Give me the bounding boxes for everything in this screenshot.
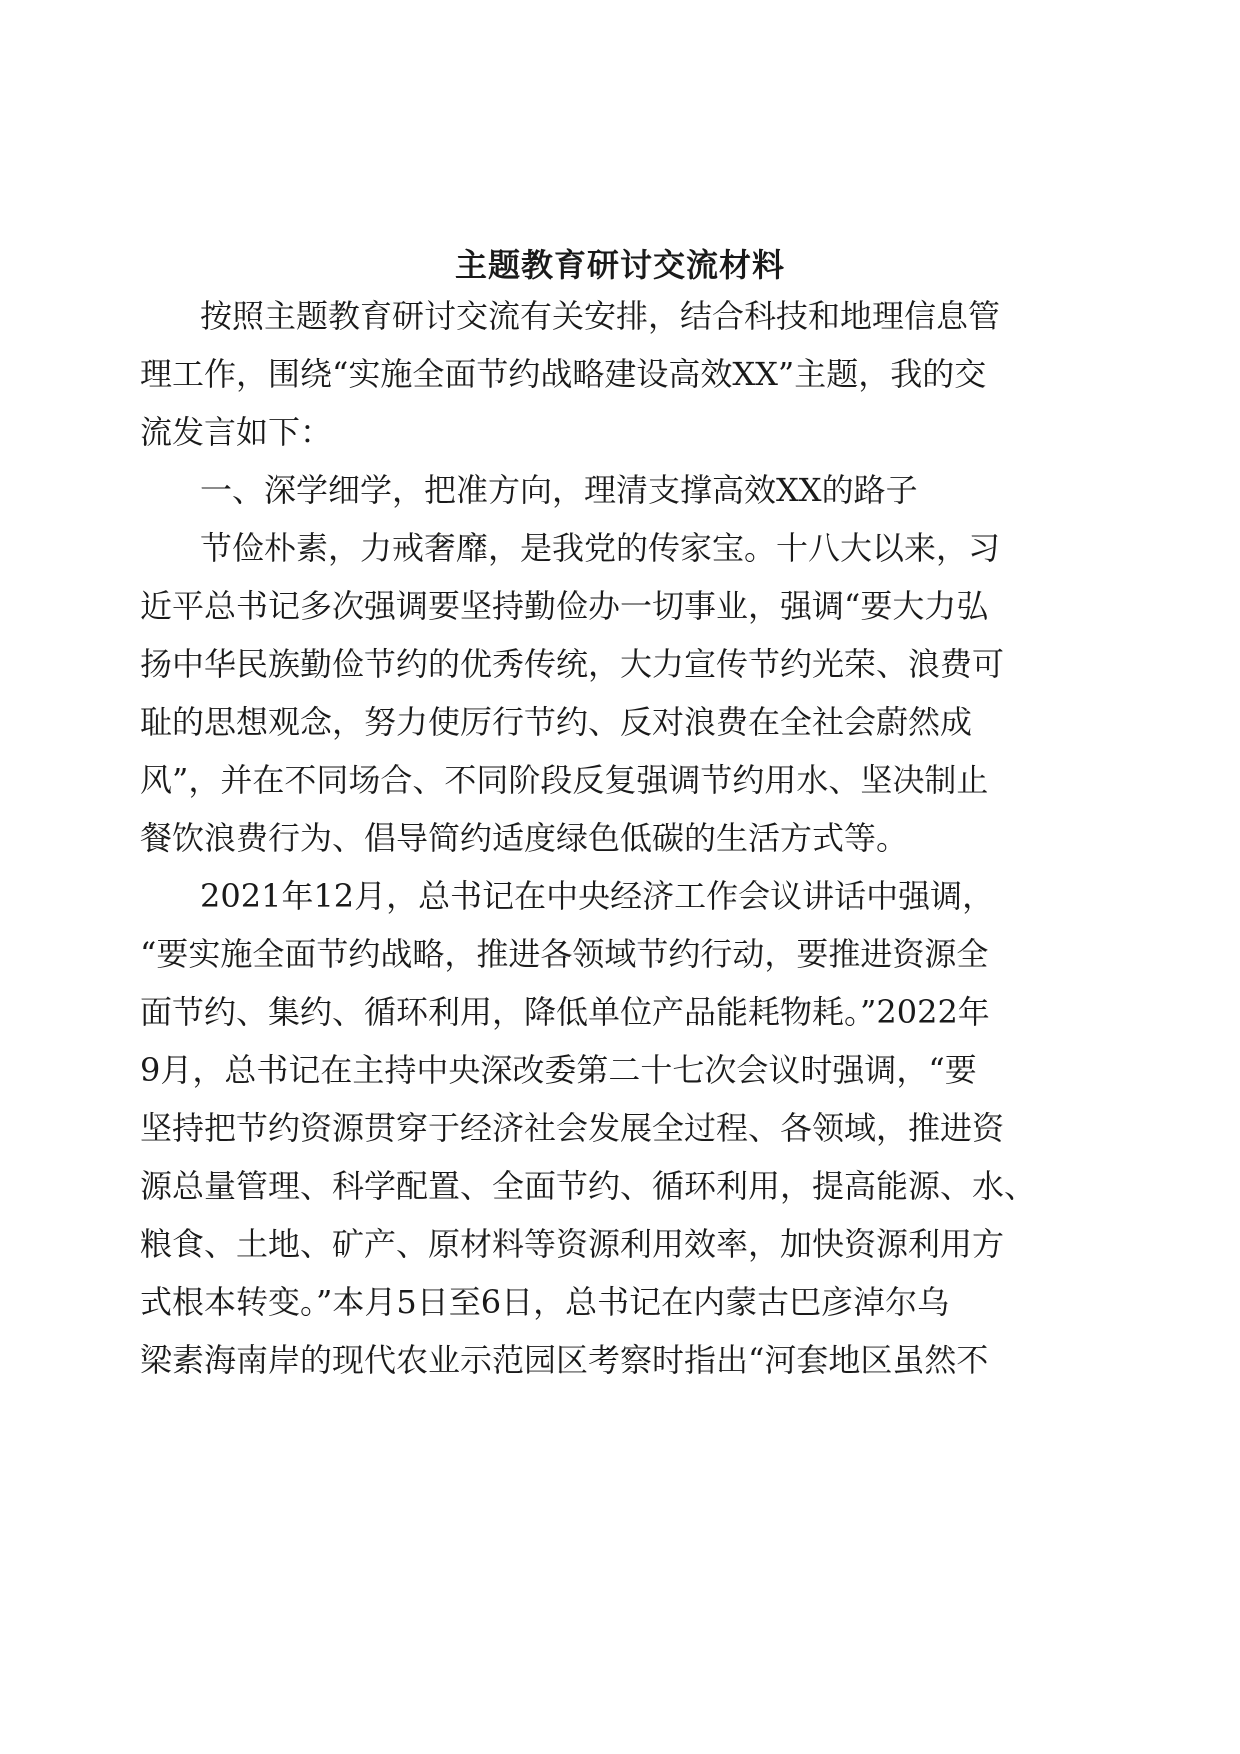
body-line-12: “要实施全面节约战略，推进各领域节约行动，要推进资源全	[140, 935, 989, 973]
body-line-16: 源总量管理、科学配置、全面节约、循环利用，提高能源、水、	[140, 1167, 1037, 1205]
body-line-2: 理工作，围绕“实施全面节约战略建设高效XX”主题，我的交	[140, 355, 987, 393]
body-line-1: 按照主题教育研讨交流有关安排，结合科技和地理信息管	[200, 297, 1001, 335]
body-line-14: 9月，总书记在主持中央深改委第二十七次会议时强调，“要	[140, 1051, 977, 1089]
body-line-8: 耻的思想观念，努力使厉行节约、反对浪费在全社会蔚然成	[140, 703, 973, 741]
body-line-19: 梁素海南岸的现代农业示范园区考察时指出“河套地区虽然不	[140, 1341, 989, 1379]
body-line-5: 节俭朴素，力戒奢靡，是我党的传家宝。十八大以来，习	[200, 529, 1001, 567]
document-title: 主题教育研讨交流材料	[454, 246, 785, 285]
body-line-13: 面节约、集约、循环利用，降低单位产品能耗物耗。”2022年	[140, 993, 990, 1031]
body-line-17: 粮食、土地、矿产、原材料等资源利用效率，加快资源利用方	[140, 1225, 1005, 1263]
body-line-7: 扬中华民族勤俭节约的优秀传统，大力宣传节约光荣、浪费可	[140, 645, 1005, 683]
body-line-9: 风”，并在不同场合、不同阶段反复强调节约用水、坚决制止	[140, 761, 989, 799]
body-line-18: 式根本转变。”本月5日至6日，总书记在内蒙古巴彦淖尔乌	[140, 1283, 950, 1321]
body-line-11: 2021年12月，总书记在中央经济工作会议讲话中强调，	[200, 877, 995, 915]
body-line-6: 近平总书记多次强调要坚持勤俭办一切事业，强调“要大力弘	[140, 587, 989, 625]
section-heading-1: 一、深学细学，把准方向，理清支撑高效XX的路子	[200, 471, 918, 509]
body-line-3: 流发言如下：	[140, 413, 333, 451]
body-line-15: 坚持把节约资源贯穿于经济社会发展全过程、各领域，推进资	[140, 1109, 1005, 1147]
body-line-10: 餐饮浪费行为、倡导简约适度绿色低碳的生活方式等。	[140, 819, 909, 857]
